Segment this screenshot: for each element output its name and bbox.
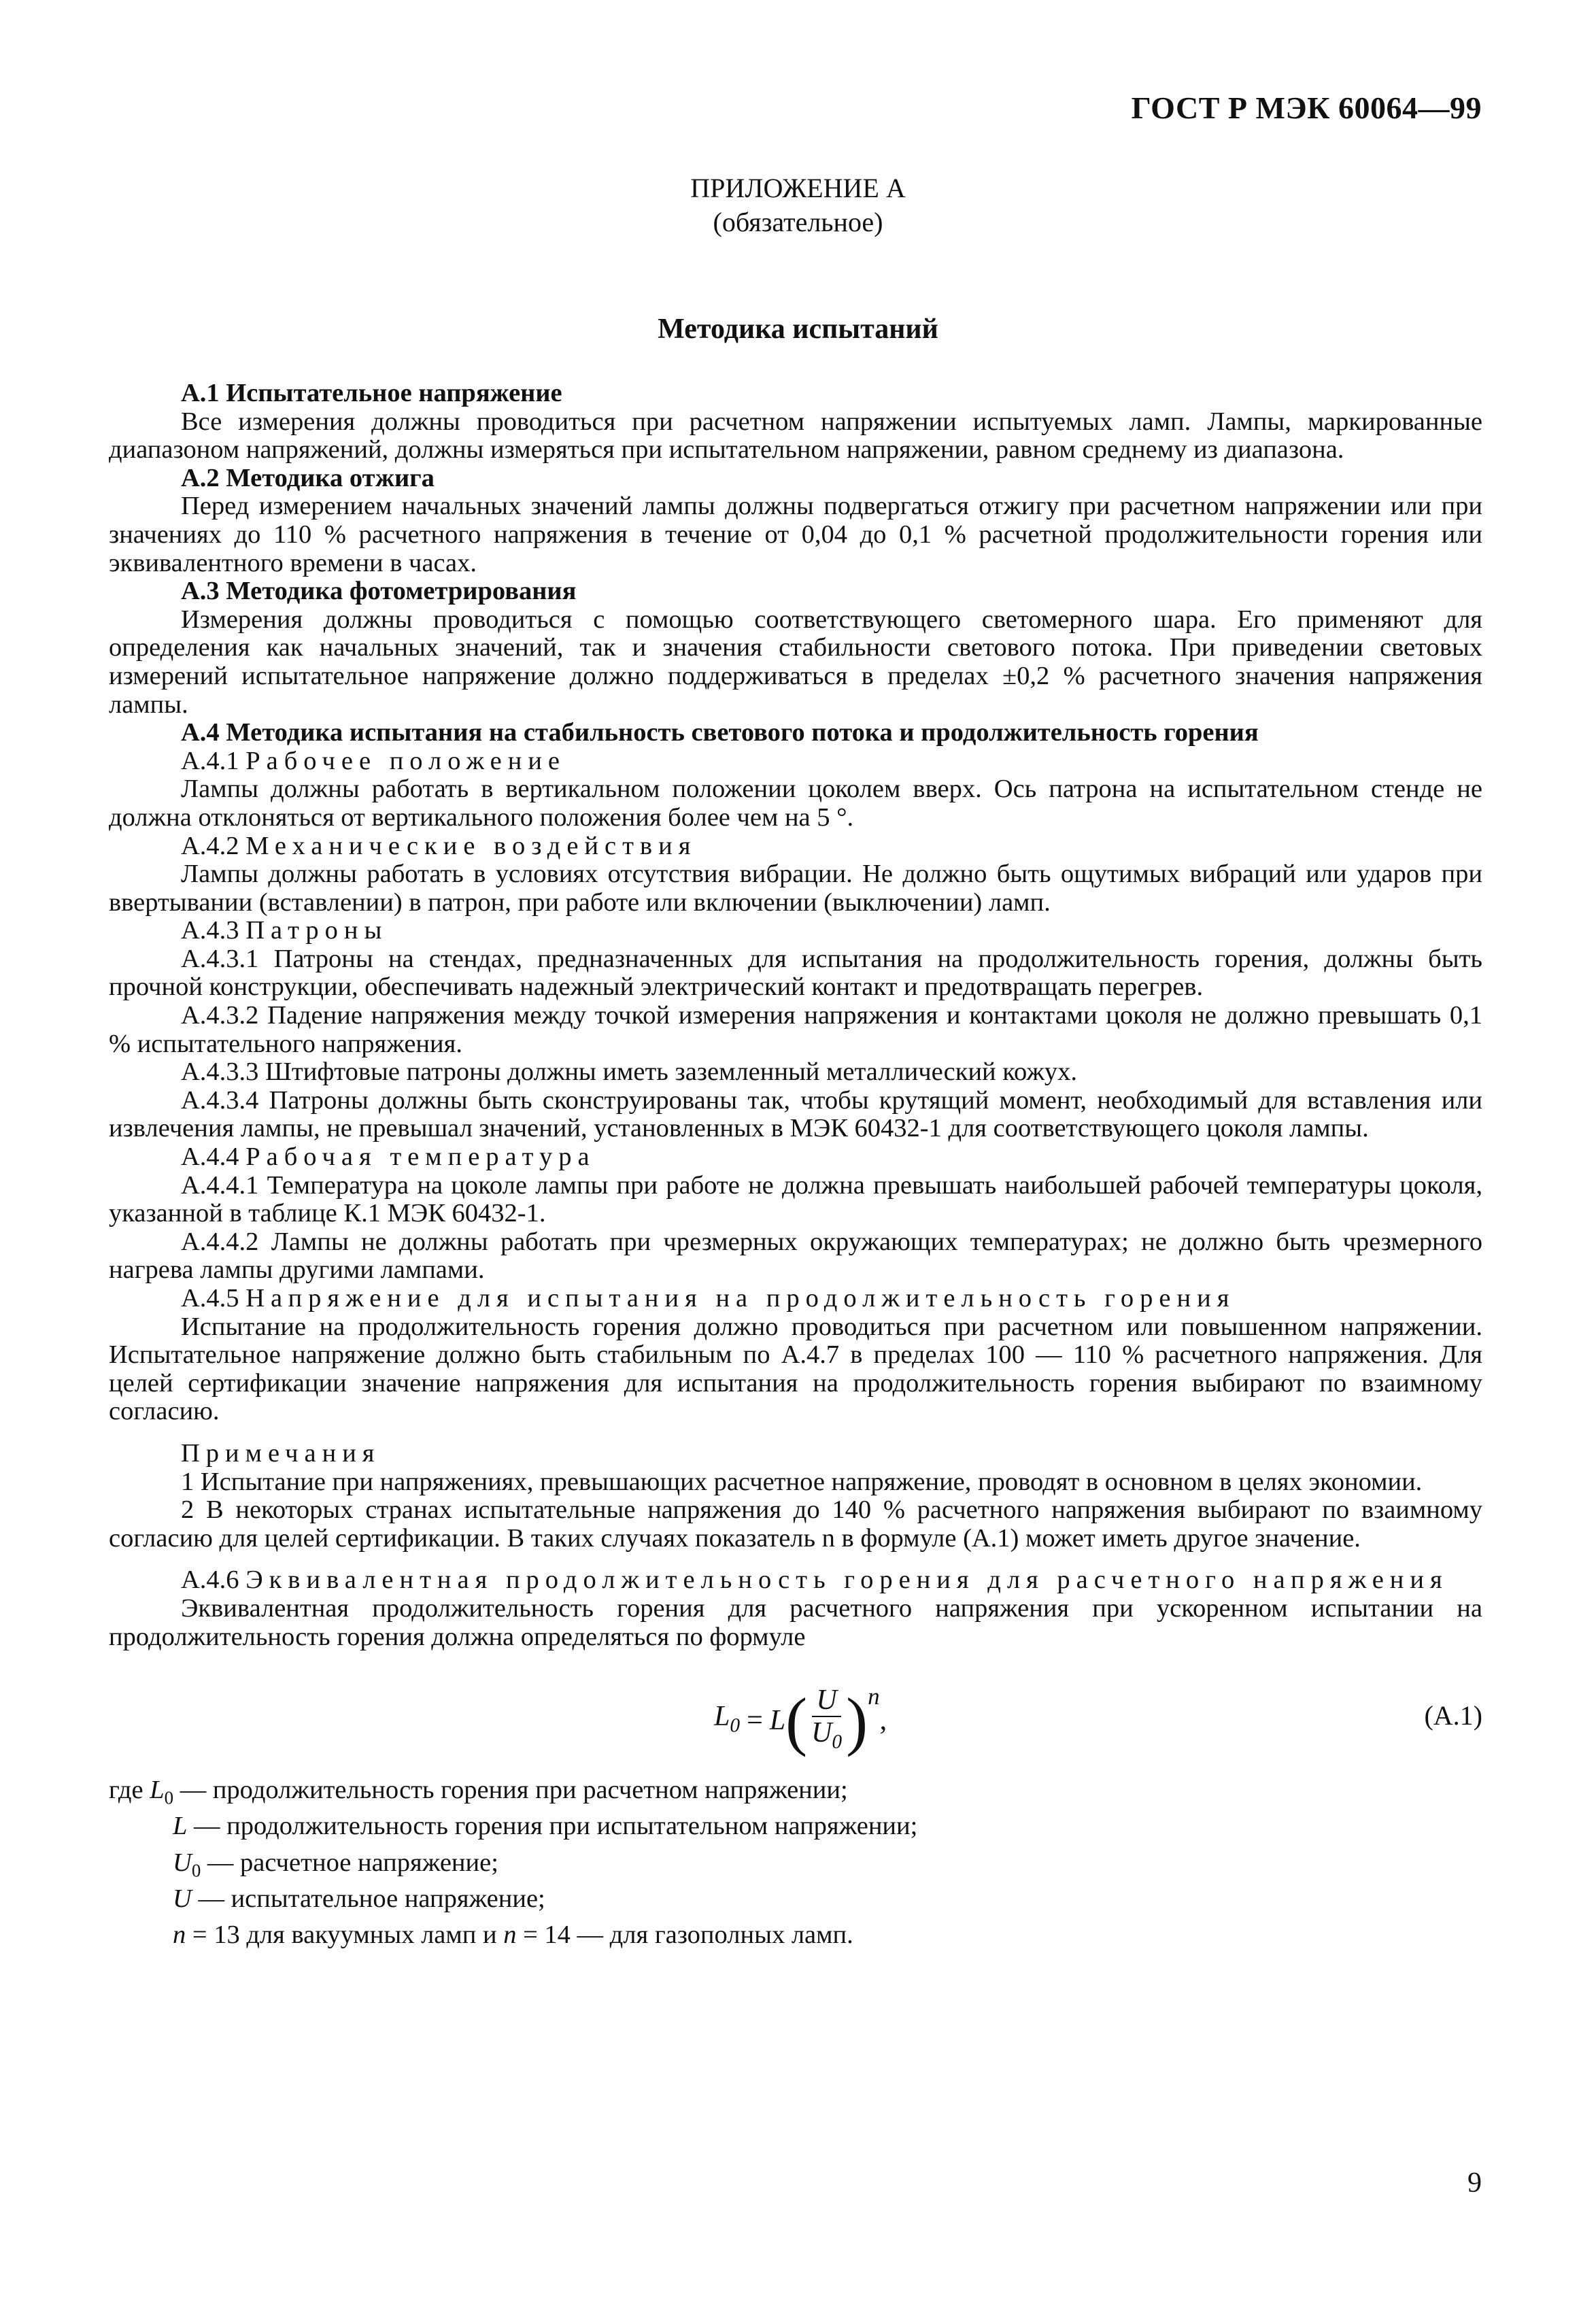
paragraph-a2: Перед измерением начальных значений лампы должны подвергаться отжигу при расчетном напряжении или при значениях до 110 % расчетного напряжения в течение от 0,04 до 0,1 % расчетной продолжительности горения или эквивалентного времени в часах.: [109, 492, 1482, 577]
formula-lhs: $L_0$: [714, 1700, 741, 1737]
subheading-number: А.4.2: [181, 831, 239, 860]
where-item: где $L_0$ — продолжительность горения при расчетном напряжении;: [109, 1776, 848, 1808]
paragraph-a431: А.4.3.1 Патроны на стендах, предназначенных для испытания на продолжительность горения, должны быть прочной конструкции, обеспечивать надежный электрический контакт и предотвращать перегрев.: [109, 944, 1482, 1002]
paragraph-a441: А.4.4.1 Температура на цоколе лампы при работе не должна превышать наибольшей рабочей температуры цоколя, указанной в таблице К.1 МЭК 60432-1.: [109, 1170, 1482, 1228]
subheading-label: Эквивалентная продолжительность горения для расчетного напряжения: [245, 1565, 1448, 1595]
paragraph-a432: А.4.3.2 Падение напряжения между точкой измерения напряжения и контактами цоколя не должно превышать 0,1 % испытательного напряжения.: [109, 1001, 1482, 1058]
heading-a1: А.1 Испытательное напряжение: [181, 379, 562, 407]
note-2: 2 В некоторых странах испытательные напряжения до 140 % расчетного напряжения выбирают по взаимному согласию для целей сертификации. В таких случаях показатель n в формуле (А.1) может иметь другое значение.: [109, 1495, 1482, 1553]
formula-L: L: [769, 1705, 786, 1737]
subheading-label: Механические воздействия: [245, 831, 697, 860]
heading-a2: А.2 Методика отжига: [181, 463, 435, 492]
paragraph-a442: А.4.4.2 Лампы не должны работать при чрезмерных окружающих температурах; не должно быть чрезмерного нагрева лампы другими лампами.: [109, 1227, 1482, 1285]
formula-row: [109, 1670, 1482, 1772]
section-title: Методика испытаний: [658, 314, 938, 345]
subheading-number: А.4.1: [181, 746, 239, 775]
formula-fraction: [811, 1685, 842, 1757]
formula-exponent: n: [868, 1683, 880, 1710]
subheading-a43: [109, 917, 1482, 945]
appendix-name: ПРИЛОЖЕНИЕ А: [690, 173, 906, 203]
where-list: [109, 1776, 1482, 1950]
subheading-number: А.4.4: [181, 1142, 239, 1172]
subheading-number: А.4.3: [181, 916, 239, 945]
paragraph-a46: Эквивалентная продолжительность горения для расчетного напряжения при ускоренном испытании на продолжительность горения должна определяться по формуле: [109, 1593, 1482, 1651]
where-item: U — испытательное напряжение;: [173, 1884, 545, 1913]
paragraph-a433: А.4.3.3 Штифтовые патроны должны иметь заземленный металлический кожух.: [181, 1057, 1078, 1087]
formula-number: (А.1): [1424, 1700, 1482, 1731]
note-1: 1 Испытание при напряжениях, превышающих расчетное напряжение, проводят в основном в целях экономии.: [181, 1467, 1423, 1496]
subheading-a42: [109, 832, 1482, 861]
subheading-a46: [109, 1566, 1482, 1595]
paragraph-a434: А.4.3.4 Патроны должны быть сконструированы так, чтобы крутящий момент, необходимый для вставления или извлечения лампы, не превышал значений, установленных в МЭК 60432-1 для соответствующего цоколя лампы.: [109, 1085, 1482, 1143]
formula-a1: [714, 1670, 887, 1772]
paragraph-a3: Измерения должны проводиться с помощью соответствующего светомерного шара. Его применяют для определения как начальных значений, так и значения стабильности светового потока. При приведении световых измерений испытательное напряжение должно поддерживаться в пределах ±0,2 % расчетного значения напряжения лампы.: [109, 605, 1482, 719]
where-item: n = 13 для вакуумных ламп и n = 14 — для газополных ламп.: [173, 1920, 853, 1950]
subheading-label: Патроны: [245, 916, 388, 945]
document-header: ГОСТ Р МЭК 60064—99: [1131, 90, 1482, 125]
subheading-a44: [109, 1143, 1482, 1172]
subheading-number: А.4.6: [181, 1565, 239, 1595]
formula-right-paren: ): [846, 1685, 868, 1758]
formula-comma: ,: [879, 1705, 887, 1737]
subheading-label: Напряжение для испытания на продолжительность горения: [245, 1284, 1236, 1313]
formula-equals: =: [747, 1705, 763, 1737]
paragraph-a42: Лампы должны работать в условиях отсутствия вибрации. Не должно быть ощутимых вибраций или ударов при ввертывании (вставлении) в патрон, при работе или включении (выключении) ламп.: [109, 860, 1482, 917]
notes-title: Примечания: [181, 1438, 381, 1468]
document-body: [109, 379, 1482, 1950]
formula-numerator: U: [812, 1685, 841, 1717]
where-item: L — продолжительность горения при испытательном напряжении;: [173, 1812, 918, 1841]
formula-left-paren: (: [785, 1685, 808, 1758]
paragraph-a1: Все измерения должны проводиться при расчетном напряжении испытуемых ламп. Лампы, маркированные диапазоном напряжений, должны измеряться при испытательном напряжении, равном среднему из диапазона.: [109, 407, 1482, 464]
page-number: 9: [1467, 2167, 1482, 2199]
subheading-label: Рабочая температура: [245, 1142, 596, 1172]
appendix-heading: [0, 171, 1596, 239]
subheading-a41: [109, 747, 1482, 776]
heading-a3: А.3 Методика фотометрирования: [181, 577, 577, 606]
formula-denominator: $U_0$: [811, 1717, 843, 1753]
where-item: $U_0$ — расчетное напряжение;: [173, 1848, 498, 1881]
subheading-label: Рабочее положение: [245, 746, 566, 775]
subheading-number: А.4.5: [181, 1284, 239, 1313]
paragraph-a41: Лампы должны работать в вертикальном положении цоколем вверх. Ось патрона на испытательном стенде не должна отклоняться от вертикального положения более чем на 5 °.: [109, 775, 1482, 832]
appendix-status: (обязательное): [713, 207, 883, 237]
paragraph-a45: Испытание на продолжительность горения должно проводиться при расчетном или повышенном напряжении. Испытательное напряжение должно быть стабильным по А.4.7 в пределах 100 — 110 % расчетного напряжения. Для целей сертификации значение напряжения для испытания на продолжительность горения выбирают по взаимному согласию.: [109, 1312, 1482, 1426]
where-lead: где: [109, 1776, 143, 1805]
subheading-a45: [109, 1285, 1482, 1313]
heading-a4: А.4 Методика испытания на стабильность светового потока и продолжительность горения: [181, 718, 1259, 747]
